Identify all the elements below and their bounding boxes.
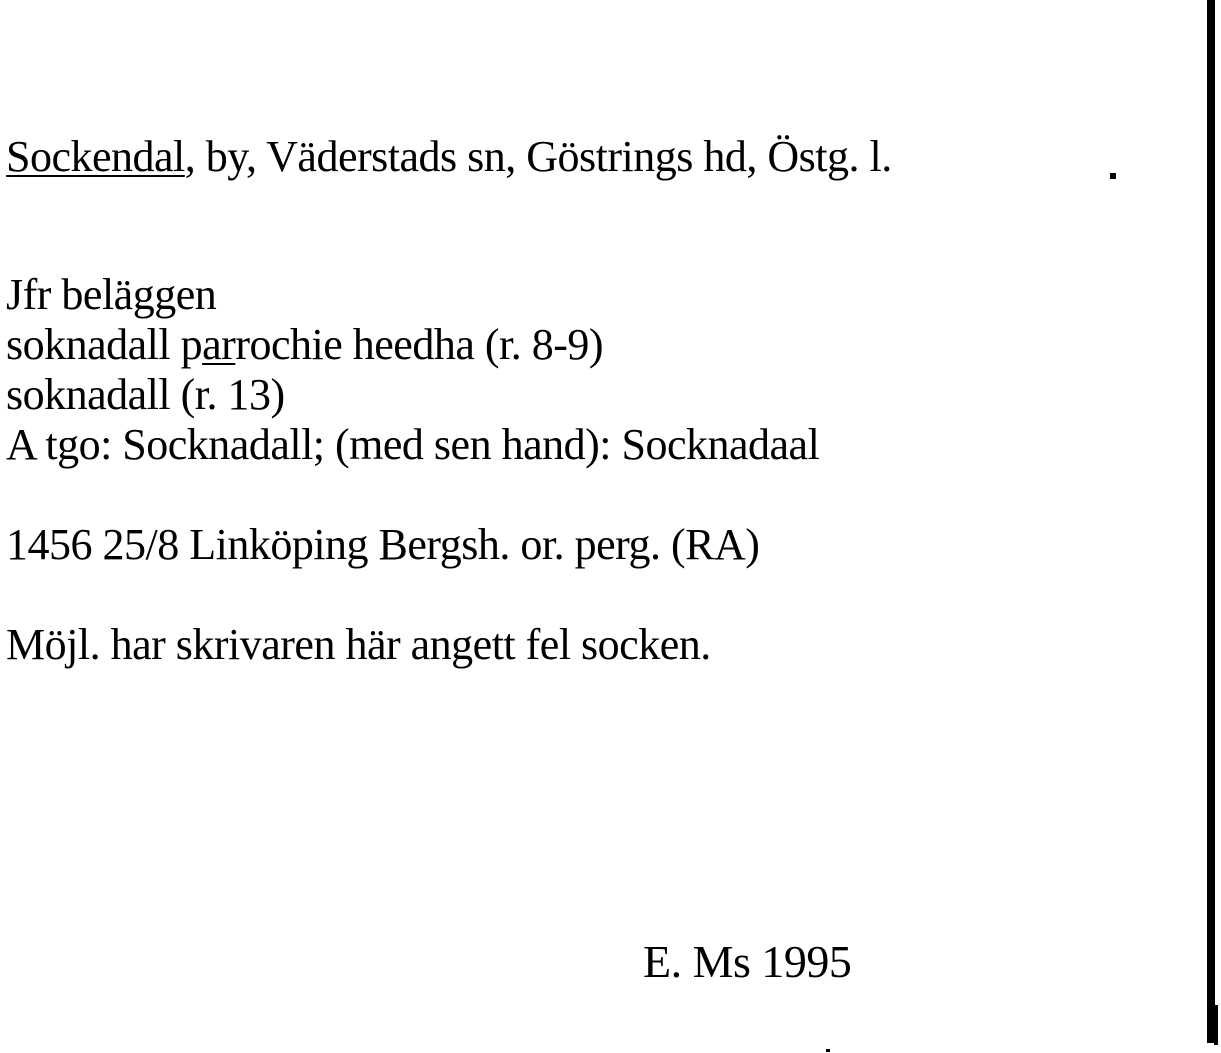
attestation-line: soknadall parrochie heedha (r. 8-9) (6, 320, 604, 369)
signature: E. Ms 1995 (643, 936, 852, 987)
source-line: 1456 25/8 Linköping Bergsh. or. perg. (RA) (6, 520, 760, 569)
place-description: , by, Väderstads sn, Göstrings hd, Östg. l. (184, 132, 892, 181)
note-line: Möjl. har skrivaren här angett fel socken. (6, 620, 711, 669)
place-name: Sockendal (6, 132, 185, 181)
card-edge-rule (1207, 0, 1215, 1043)
ink-speck (826, 1049, 830, 1052)
attestation-line: A tgo: Socknadall; (med sen hand): Socknadaal (6, 420, 820, 469)
card-heading (6, 132, 892, 182)
card-edge-rule (1214, 1005, 1218, 1045)
intro-line: Jfr beläggen (6, 270, 217, 319)
attestation-line: soknadall (r. 13) (6, 370, 285, 419)
ink-speck (1110, 173, 1116, 179)
